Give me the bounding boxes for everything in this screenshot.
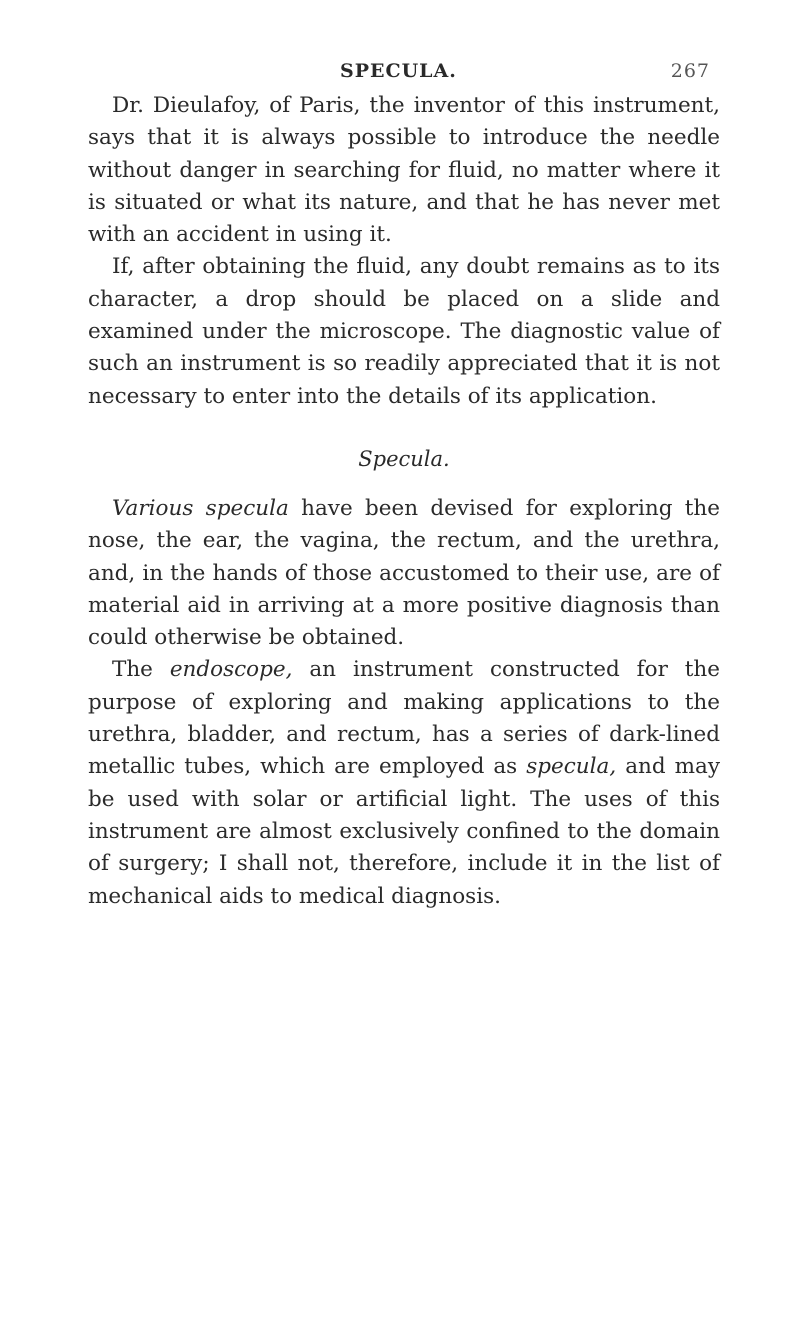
italic-endoscope: endoscope, [169,657,293,683]
paragraph-text: and may be used with solar or artificial light. The uses of this instrument are almost exclusively confined to the domain of surgery; I shall not, therefore, include it in the list of mechanical aids to medical diagnosis. [88,754,720,909]
italic-various-specula: Various specula [112,495,289,521]
paragraph-fluid-examination: If, after obtaining the fluid, any doubt remains as to its character, a drop should be placed on a slide and examined under the microscope. The diagnostic value of such an instrument is so readily appreciated that it is not necessary to enter into the details of its application. [88,254,720,409]
paragraph-endoscope [88,654,720,912]
page-number: 267 [670,60,710,82]
paragraph-various-specula [88,493,720,654]
paragraph-text: The [112,657,170,683]
running-title: SPECULA. [340,60,457,82]
running-head [88,56,720,90]
italic-specula: specula, [526,754,617,780]
paragraph-text: an instrument constructed for the purpose of exploring and making applications to the urethra, bladder, and rectum, has a series of dark-lined metallic tubes, which are employed as [88,657,720,780]
paragraph-dieulafoy: Dr. Dieulafoy, of Paris, the inventor of this instrument, says that it is always possible to introduce the needle without danger in searching for fluid, no matter where it is situated or what its nature, and that he has never met with an accident in using it. [88,93,720,248]
book-page [88,56,720,913]
section-heading: Specula. [358,446,450,471]
paragraph-text: have been devised for exploring the nose, the ear, the vagina, the rectum, and the urethra, and, in the hands of those accustomed to their use, are of material aid in arriving at a more positive diagnosis than could otherwise be obtained. [88,495,720,651]
